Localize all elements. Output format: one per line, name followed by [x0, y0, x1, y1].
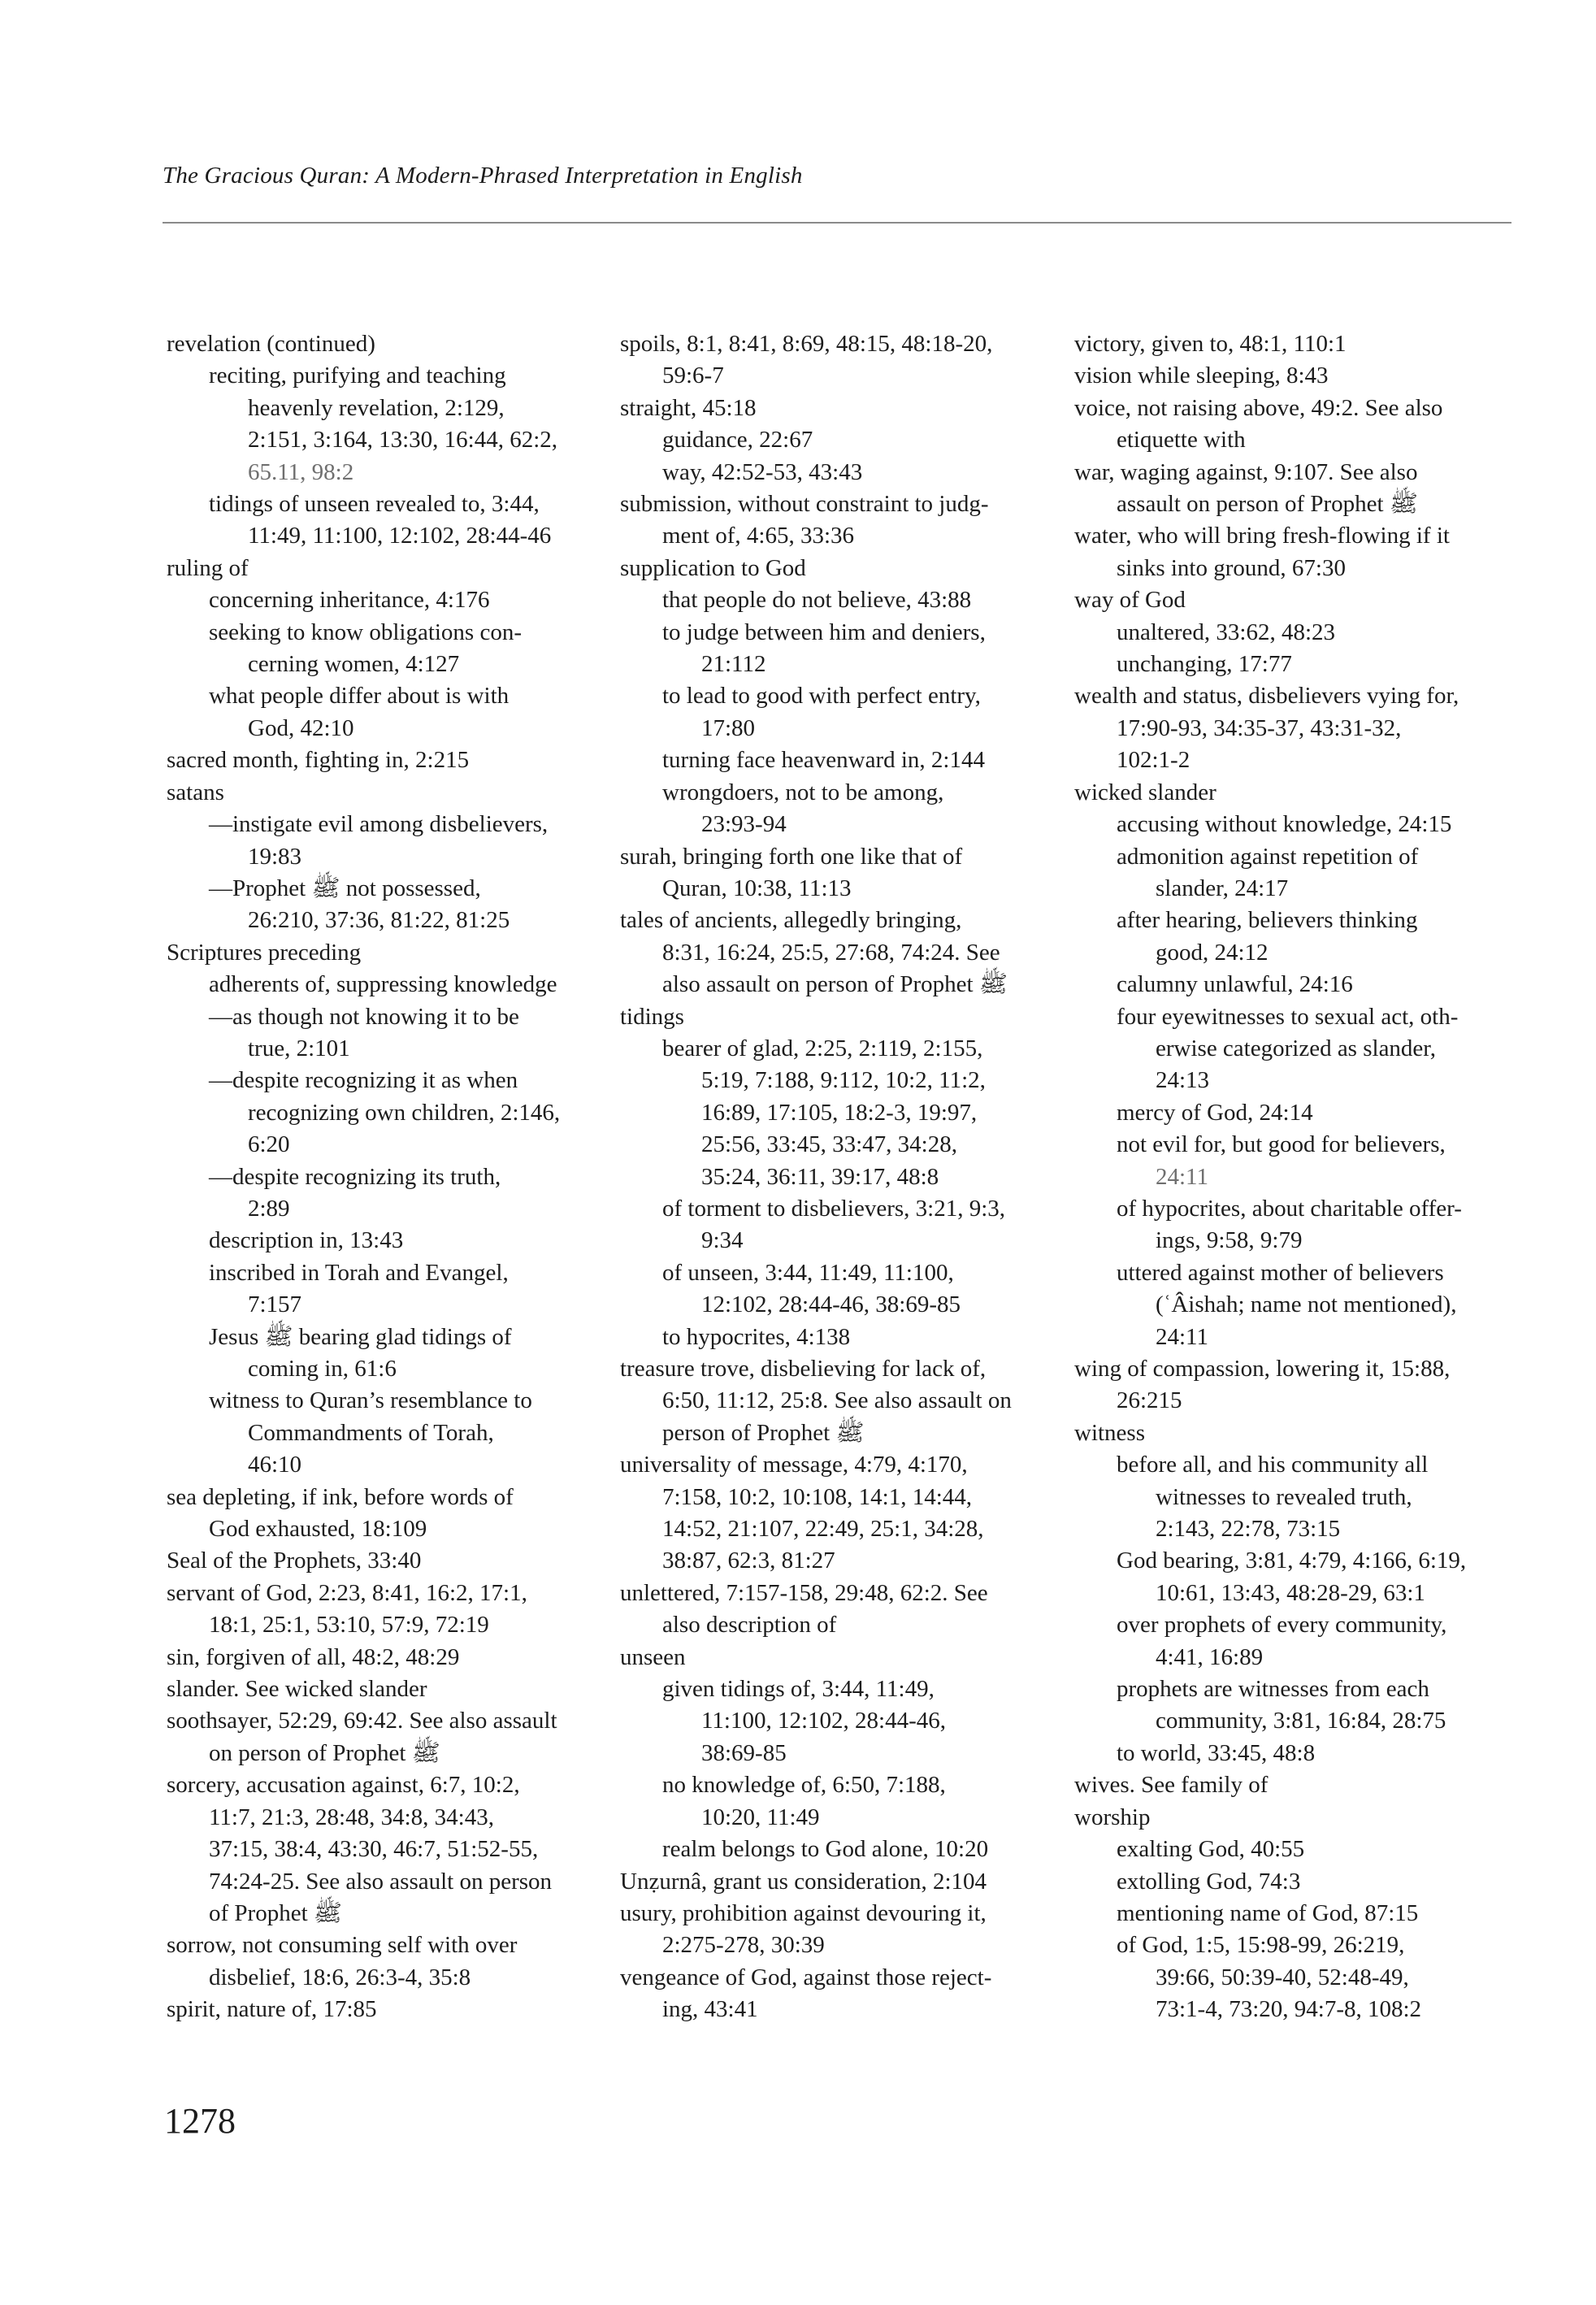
index-subentry: —Prophet ﷺ not possessed,	[209, 875, 481, 901]
index-entry: spirit, nature of, 17:85	[167, 1996, 377, 2023]
index-subentry: community, 3:81, 16:84, 28:75	[1156, 1708, 1446, 1734]
index-subentry: recognizing own children, 2:146,	[248, 1099, 561, 1126]
index-entry: sin, forgiven of all, 48:2, 48:29	[167, 1643, 460, 1670]
index-entry: tidings	[620, 1003, 684, 1030]
index-subentry: heavenly revelation, 2:129,	[248, 394, 505, 421]
index-subentry: calumny unlawful, 24:16	[1117, 971, 1353, 998]
index-subentry: guidance, 22:67	[662, 427, 813, 454]
index-entry: universality of message, 4:79, 4:170,	[620, 1452, 968, 1478]
index-subentry: 8:31, 16:24, 25:5, 27:68, 74:24. See	[662, 939, 1000, 966]
index-subentry: of hypocrites, about charitable offer-	[1117, 1195, 1462, 1222]
index-entry: war, waging against, 9:107. See also	[1074, 458, 1418, 485]
index-entry: sorrow, not consuming self with over	[167, 1932, 518, 1959]
index-column-1	[167, 328, 622, 2026]
index-subentry: 9:34	[701, 1227, 744, 1254]
index-subentry: of Prophet ﷺ	[209, 1899, 342, 1926]
index-entry: vision while sleeping, 8:43	[1074, 362, 1329, 389]
index-subentry: bearer of glad, 2:25, 2:119, 2:155,	[662, 1035, 983, 1061]
index-entry: Seal of the Prophets, 33:40	[167, 1548, 422, 1574]
index-entry: wealth and status, disbelievers vying for,	[1074, 683, 1459, 710]
index-subentry: 18:1, 25:1, 53:10, 57:9, 72:19	[209, 1612, 489, 1639]
index-subentry: 7:157	[248, 1291, 302, 1318]
index-subentry: to lead to good with perfect entry,	[662, 683, 981, 710]
index-subentry: 46:10	[248, 1452, 302, 1478]
index-subentry: God, 42:10	[248, 714, 354, 741]
index-subentry: 6:20	[248, 1131, 290, 1158]
index-subentry: etiquette with	[1117, 427, 1246, 454]
index-subentry: God exhausted, 18:109	[209, 1516, 427, 1543]
index-subentry: admonition against repetition of	[1117, 843, 1419, 870]
index-subentry: Quran, 10:38, 11:13	[662, 875, 852, 901]
index-entry: sea depleting, if ink, before words of	[167, 1483, 514, 1510]
index-subentry: —as though not knowing it to be	[209, 1003, 519, 1030]
page-number: 1278	[164, 2101, 236, 2141]
index-entry: revelation (continued)	[167, 331, 375, 357]
index-entry: submission, without constraint to judg-	[620, 491, 989, 518]
index-entry: vengeance of God, against those reject-	[620, 1964, 992, 1990]
index-subentry: 39:66, 50:39-40, 52:48-49,	[1156, 1964, 1409, 1990]
index-subentry: (ʿÂishah; name not mentioned),	[1156, 1291, 1457, 1318]
index-entry: slander. See wicked slander	[167, 1676, 427, 1703]
index-subentry: 74:24-25. See also assault on person	[209, 1868, 553, 1895]
index-subentry: 11:49, 11:100, 12:102, 28:44-46	[248, 523, 552, 549]
index-subentry: disbelief, 18:6, 26:3-4, 35:8	[209, 1964, 471, 1990]
index-subentry: 2:143, 22:78, 73:15	[1156, 1516, 1341, 1543]
index-entry: satans	[167, 779, 224, 805]
index-subentry: 23:93-94	[701, 811, 787, 838]
index-subentry: 21:112	[701, 651, 766, 678]
index-subentry: 24:11	[1156, 1163, 1208, 1190]
index-subentry: of torment to disbelievers, 3:21, 9:3,	[662, 1195, 1006, 1222]
index-subentry: 17:90-93, 34:35-37, 43:31-32,	[1117, 714, 1402, 741]
index-subentry: 6:50, 11:12, 25:8. See also assault on	[662, 1387, 1012, 1414]
index-subentry: of God, 1:5, 15:98-99, 26:219,	[1117, 1932, 1405, 1959]
index-subentry: assault on person of Prophet ﷺ	[1117, 491, 1418, 518]
index-subentry: prophets are witnesses from each	[1117, 1676, 1429, 1703]
index-subentry: 59:6-7	[662, 362, 724, 389]
index-entry: Scriptures preceding	[167, 939, 362, 966]
index-subentry: also description of	[662, 1612, 837, 1639]
index-subentry: 35:24, 36:11, 39:17, 48:8	[701, 1163, 939, 1190]
index-subentry: 11:100, 12:102, 28:44-46,	[701, 1708, 947, 1734]
index-subentry: after hearing, believers thinking	[1117, 907, 1418, 934]
index-subentry: person of Prophet ﷺ	[662, 1419, 865, 1446]
index-subentry: way, 42:52-53, 43:43	[662, 458, 863, 485]
index-subentry: 73:1-4, 73:20, 94:7-8, 108:2	[1156, 1996, 1422, 2023]
index-subentry: ings, 9:58, 9:79	[1156, 1227, 1303, 1254]
index-subentry: mentioning name of God, 87:15	[1117, 1899, 1419, 1926]
index-subentry: inscribed in Torah and Evangel,	[209, 1259, 509, 1286]
index-entry: Unẓurnâ, grant us consideration, 2:104	[620, 1868, 987, 1895]
index-entry: water, who will bring fresh-flowing if it	[1074, 523, 1450, 549]
index-entry: way of God	[1074, 587, 1186, 614]
index-subentry: witnesses to revealed truth,	[1156, 1483, 1412, 1510]
index-subentry: Jesus ﷺ bearing glad tidings of	[209, 1323, 512, 1350]
index-entry: sacred month, fighting in, 2:215	[167, 747, 470, 774]
running-head: The Gracious Quran: A Modern-Phrased Interpretation in English	[163, 163, 803, 189]
index-column-3	[1074, 328, 1513, 2026]
index-subentry: true, 2:101	[248, 1035, 350, 1061]
index-subentry: 12:102, 28:44-46, 38:69-85	[701, 1291, 961, 1318]
index-subentry: —despite recognizing it as when	[209, 1067, 518, 1094]
index-subentry: turning face heavenward in, 2:144	[662, 747, 985, 774]
index-subentry: unaltered, 33:62, 48:23	[1117, 619, 1336, 645]
index-subentry: slander, 24:17	[1156, 875, 1289, 901]
index-subentry: 16:89, 17:105, 18:2-3, 19:97,	[701, 1099, 978, 1126]
index-subentry: 24:13	[1156, 1067, 1210, 1094]
index-subentry: 26:210, 37:36, 81:22, 81:25	[248, 907, 510, 934]
index-subentry: seeking to know obligations con-	[209, 619, 523, 645]
index-subentry: to hypocrites, 4:138	[662, 1323, 851, 1350]
index-subentry: 10:61, 13:43, 48:28-29, 63:1	[1156, 1579, 1425, 1606]
index-subentry: 17:80	[701, 714, 756, 741]
index-subentry: 26:215	[1117, 1387, 1182, 1414]
index-subentry: sinks into ground, 67:30	[1117, 554, 1346, 581]
index-entry: worship	[1074, 1804, 1151, 1830]
index-entry: wing of compassion, lowering it, 15:88,	[1074, 1356, 1451, 1382]
index-column-2	[620, 328, 1059, 2026]
index-subentry: 102:1-2	[1117, 747, 1190, 774]
index-entry: wives. See family of	[1074, 1772, 1269, 1799]
index-subentry: reciting, purifying and teaching	[209, 362, 506, 389]
index-entry: unseen	[620, 1643, 686, 1670]
index-entry: straight, 45:18	[620, 394, 757, 421]
header-rule	[163, 222, 1511, 224]
index-subentry: 25:56, 33:45, 33:47, 34:28,	[701, 1131, 957, 1158]
index-subentry: over prophets of every community,	[1117, 1612, 1447, 1639]
index-subentry: 2:151, 3:164, 13:30, 16:44, 62:2,	[248, 427, 558, 454]
index-subentry: four eyewitnesses to sexual act, oth-	[1117, 1003, 1459, 1030]
index-subentry: 4:41, 16:89	[1156, 1643, 1264, 1670]
index-entry: unlettered, 7:157-158, 29:48, 62:2. See	[620, 1579, 988, 1606]
index-entry: surah, bringing forth one like that of	[620, 843, 963, 870]
index-entry: sorcery, accusation against, 6:7, 10:2,	[167, 1772, 520, 1799]
index-entry: soothsayer, 52:29, 69:42. See also assault	[167, 1708, 557, 1734]
index-entry: victory, given to, 48:1, 110:1	[1074, 331, 1347, 357]
index-subentry: ing, 43:41	[662, 1996, 758, 2023]
index-subentry: that people do not believe, 43:88	[662, 587, 972, 614]
index-subentry: 38:87, 62:3, 81:27	[662, 1548, 835, 1574]
index-subentry: 14:52, 21:107, 22:49, 25:1, 34:28,	[662, 1516, 984, 1543]
index-subentry: 37:15, 38:4, 43:30, 46:7, 51:52-55,	[209, 1836, 539, 1863]
index-subentry: 11:7, 21:3, 28:48, 34:8, 34:43,	[209, 1804, 494, 1830]
index-subentry: before all, and his community all	[1117, 1452, 1429, 1478]
index-entry: ruling of	[167, 554, 249, 581]
index-subentry: witness to Quran’s resemblance to	[209, 1387, 532, 1414]
index-subentry: wrongdoers, not to be among,	[662, 779, 944, 805]
index-subentry: unchanging, 17:77	[1117, 651, 1292, 678]
index-subentry: to judge between him and deniers,	[662, 619, 986, 645]
index-subentry: adherents of, suppressing knowledge	[209, 971, 557, 998]
index-subentry: erwise categorized as slander,	[1156, 1035, 1437, 1061]
index-subentry: what people differ about is with	[209, 683, 510, 710]
index-entry: witness	[1074, 1419, 1145, 1446]
index-subentry: not evil for, but good for believers,	[1117, 1131, 1446, 1158]
index-subentry: 2:89	[248, 1195, 290, 1222]
index-subentry: given tidings of, 3:44, 11:49,	[662, 1676, 935, 1703]
index-subentry: concerning inheritance, 4:176	[209, 587, 490, 614]
index-subentry: of unseen, 3:44, 11:49, 11:100,	[662, 1259, 954, 1286]
index-subentry: —instigate evil among disbelievers,	[209, 811, 549, 838]
index-entry: treasure trove, disbelieving for lack of,	[620, 1356, 987, 1382]
index-entry: wicked slander	[1074, 779, 1217, 805]
index-entry: supplication to God	[620, 554, 806, 581]
index-subentry: 2:275-278, 30:39	[662, 1932, 825, 1959]
index-subentry: coming in, 61:6	[248, 1356, 397, 1382]
index-subentry: God bearing, 3:81, 4:79, 4:166, 6:19,	[1117, 1548, 1467, 1574]
index-subentry: 19:83	[248, 843, 302, 870]
index-subentry: uttered against mother of believers	[1117, 1259, 1444, 1286]
index-subentry: 24:11	[1156, 1323, 1208, 1350]
index-subentry: exalting God, 40:55	[1117, 1836, 1305, 1863]
index-subentry: ment of, 4:65, 33:36	[662, 523, 855, 549]
index-subentry: no knowledge of, 6:50, 7:188,	[662, 1772, 946, 1799]
index-subentry: Commandments of Torah,	[248, 1419, 494, 1446]
index-entry: usury, prohibition against devouring it,	[620, 1899, 987, 1926]
index-subentry: 38:69-85	[701, 1739, 787, 1766]
index-subentry: good, 24:12	[1156, 939, 1269, 966]
index-subentry: 65.11, 98:2	[248, 458, 354, 485]
index-subentry: description in, 13:43	[209, 1227, 404, 1254]
index-subentry: 7:158, 10:2, 10:108, 14:1, 14:44,	[662, 1483, 973, 1510]
index-subentry: to world, 33:45, 48:8	[1117, 1739, 1316, 1766]
index-subentry: mercy of God, 24:14	[1117, 1099, 1313, 1126]
index-subentry: extolling God, 74:3	[1117, 1868, 1301, 1895]
index-subentry: cerning women, 4:127	[248, 651, 460, 678]
index-subentry: on person of Prophet ﷺ	[209, 1739, 440, 1766]
index-subentry: realm belongs to God alone, 10:20	[662, 1836, 989, 1863]
index-entry: tales of ancients, allegedly bringing,	[620, 907, 962, 934]
index-entry: servant of God, 2:23, 8:41, 16:2, 17:1,	[167, 1579, 527, 1606]
index-subentry: tidings of unseen revealed to, 3:44,	[209, 491, 540, 518]
index-subentry: —despite recognizing its truth,	[209, 1163, 501, 1190]
index-entry: voice, not raising above, 49:2. See also	[1074, 394, 1443, 421]
index-subentry: accusing without knowledge, 24:15	[1117, 811, 1452, 838]
index-subentry: 5:19, 7:188, 9:112, 10:2, 11:2,	[701, 1067, 986, 1094]
index-subentry: 10:20, 11:49	[701, 1804, 820, 1830]
index-subentry: also assault on person of Prophet ﷺ	[662, 971, 1008, 998]
index-entry: spoils, 8:1, 8:41, 8:69, 48:15, 48:18-20,	[620, 331, 993, 357]
